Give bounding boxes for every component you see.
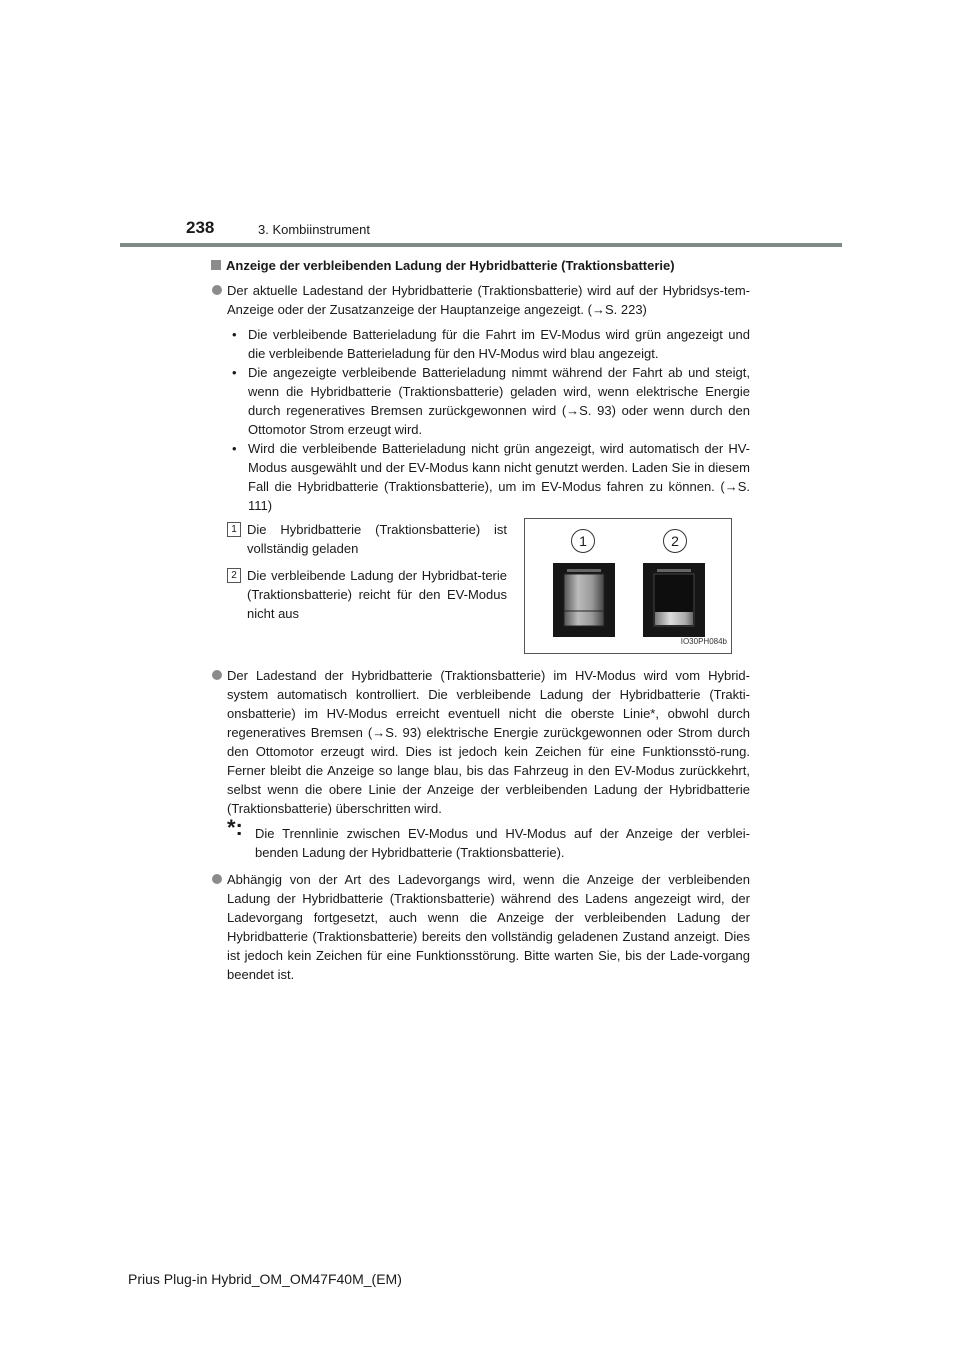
battery-low-icon [643, 563, 705, 637]
callout-list [227, 520, 507, 631]
paragraph-2-text: Der Ladestand der Hybridbatterie (Traktionsbatterie) im HV-Modus wird vom Hybrid-system automatisch kontrolliert. Die verbleibende Ladung der Hybridbatterie (Trakti-onsbatterie) im HV-Modus erreicht eventuell nicht die oberste Linie*, obwohl durch regeneratives Bremsen (→S. 93) elektrische Energie zurückgewonnen oder Strom durch den Ottomotor erzeugt wird. Dies ist jedoch kein Zeichen für eine Funktionsstö-rung. Ferner bleibt die Anzeige so lange blau, bis das Fahrzeug in den EV-Modus zurückkehrt, selbst wenn die obere Linie der Anzeige der verbleibenden Ladung der Hybridbatterie (Traktionsbatterie) überschritten wird. [227, 668, 750, 816]
circle-bullet-icon [212, 874, 222, 884]
paragraph-1 [210, 281, 750, 319]
figure-label-2: 2 [663, 529, 687, 553]
callout-number: 1 [227, 522, 241, 537]
battery-full-icon [553, 563, 615, 637]
footnote-marker: *: [227, 815, 243, 840]
callout-1 [227, 520, 507, 558]
paragraph-3-text: Abhängig von der Art des Ladevorgangs wird, wenn die Anzeige der verbleibenden Ladung der Hybridbatterie (Traktionsbatterie) während des Ladens angezeigt wird, der Ladevorgang fortgesetzt, auch wenn die Anzeige der verbleibenden Ladung der Hybridbatterie (Traktionsbatterie) bereits den vollständig geladenen Zustand anzeigt. Dies ist jedoch kein Zeichen für eine Funktionsstörung. Bitte warten Sie, bis der Lade-vorgang beendet ist. [227, 872, 750, 982]
paragraph-1-text: Der aktuelle Ladestand der Hybridbatterie (Traktionsbatterie) wird auf der Hybridsys-tem-Anzeige oder der Zusatzanzeige der Hauptanzeige angezeigt. (→S. 223) [227, 283, 750, 317]
page-number: 238 [186, 218, 215, 237]
page-content [210, 256, 750, 990]
section-heading-text: Anzeige der verbleibenden Ladung der Hybridbatterie (Traktionsbatterie) [226, 258, 675, 273]
footer-text: Prius Plug-in Hybrid_OM_OM47F40M_(EM) [128, 1271, 402, 1287]
callout-text: Die verbleibende Ladung der Hybridbat-terie (Traktionsbatterie) reicht für den EV-Modus nicht aus [247, 568, 507, 621]
bullet-list [227, 325, 750, 515]
figure-code: IO30PH084b [680, 637, 727, 646]
list-item: • Die angezeigte verbleibende Batterieladung nimmt während der Fahrt ab und steigt, wenn die Hybridbatterie (Traktionsbatterie) geladen wird, wenn elektrische Energie durch regeneratives Bremsen zurückgewonnen wird (→S. 93) oder wenn durch den Ottomotor Strom erzeugt wird. [232, 365, 750, 437]
paragraph-2 [210, 666, 750, 818]
callout-number: 2 [227, 568, 241, 583]
list-item: • Wird die verbleibende Batterieladung nicht grün angezeigt, wird automatisch der HV-Modus ausgewählt und der EV-Modus kann nicht genutzt werden. Laden Sie in diesem Fall die Hybridbatterie (Traktionsbatterie), um im EV-Modus fahren zu können. (→S. 111) [232, 441, 750, 513]
footnote [227, 815, 750, 862]
callout-2 [227, 566, 507, 623]
figure-label-1: 1 [571, 529, 595, 553]
footnote-text: Die Trennlinie zwischen EV-Modus und HV-Modus auf der Anzeige der verblei-benden Ladung der Hybridbatterie (Traktionsbatterie). [255, 826, 750, 860]
list-item: • Die verbleibende Batterieladung für die Fahrt im EV-Modus wird grün angezeigt und die verbleibende Batterieladung für den HV-Modus wird blau angezeigt. [232, 327, 750, 361]
chapter-title: 3. Kombiinstrument [258, 222, 370, 237]
circle-bullet-icon [212, 670, 222, 680]
paragraph-3 [210, 870, 750, 984]
circle-bullet-icon [212, 285, 222, 295]
header-rule [120, 243, 842, 247]
callout-text: Die Hybridbatterie (Traktionsbatterie) ist vollständig geladen [247, 522, 507, 556]
figure-row [210, 520, 750, 658]
square-bullet-icon [211, 260, 221, 270]
section-heading [210, 256, 750, 275]
battery-figure [524, 518, 732, 654]
